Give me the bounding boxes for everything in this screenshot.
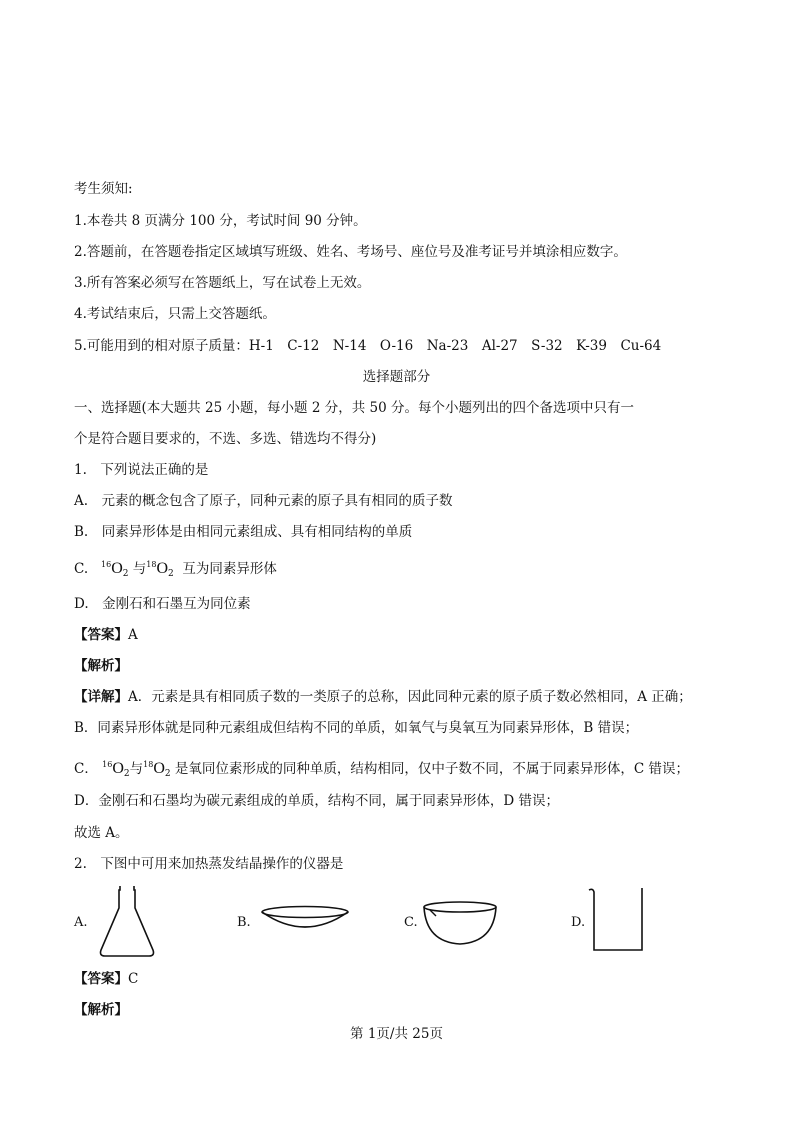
detail-iso1-mass: 16 bbox=[102, 760, 113, 769]
q2-option-c-label: C. bbox=[404, 915, 418, 930]
evaporating-dish-icon bbox=[420, 896, 500, 948]
q1-detail-b: B．同素异形体就是同种元素组成但结构不同的单质，如氧气与臭氧互为同素异形体，B 错误； bbox=[74, 720, 639, 736]
iso1-mass: 16 bbox=[101, 560, 112, 569]
detail-iso1-sub: 2 bbox=[123, 769, 130, 779]
option-c-mid: 与 bbox=[132, 561, 147, 577]
q2-option-b-label: B. bbox=[237, 915, 251, 930]
detail-iso2-elem: O bbox=[153, 760, 165, 777]
notice-item-2: 2.答题前，在答题卷指定区域填写班级、姓名、考场号、座位号及准考证号并填涂相应数字。 bbox=[74, 244, 627, 260]
q1-analysis-label: 【解析】 bbox=[74, 658, 128, 674]
detail-c-text: 是氧同位素形成的同种单质，结构相同，仅中子数不同，不属于同素异形体，C 错误； bbox=[174, 761, 690, 777]
answer-label: 【答案】 bbox=[74, 627, 128, 643]
section-title: 选择题部分 bbox=[362, 369, 431, 385]
q1-detail-d: D．金刚石和石墨均为碳元素组成的单质，结构不同，属于同素异形体，D 错误； bbox=[74, 793, 559, 809]
option-c-label: C. bbox=[74, 561, 89, 577]
q1-answer bbox=[74, 626, 138, 644]
watch-glass-icon bbox=[258, 904, 352, 938]
q1-option-c bbox=[74, 556, 277, 583]
iso2-elem: O bbox=[156, 560, 169, 577]
notice-item-3: 3.所有答案必须写在答题纸上，写在试卷上无效。 bbox=[74, 275, 371, 291]
q2-option-d-label: D. bbox=[571, 915, 586, 930]
detail-label: 【详解】 bbox=[74, 689, 128, 705]
q1-stem: 1. 下列说法正确的是 bbox=[74, 462, 209, 478]
q1-option-a: A. 元素的概念包含了原子，同种元素的原子具有相同的质子数 bbox=[74, 493, 453, 509]
part-intro-line-2: 个是符合题目要求的，不选、多选、错选均不得分) bbox=[74, 431, 377, 447]
q2-analysis-label: 【解析】 bbox=[74, 1002, 128, 1018]
answer-value: A bbox=[128, 627, 138, 643]
iso1-elem: O bbox=[111, 560, 123, 577]
detail-iso2-sub: 2 bbox=[164, 769, 171, 779]
detail-a-text: A．元素是具有相同质子数的一类原子的总称，因此同种元素的原子质子数必然相同，A 正确； bbox=[128, 689, 692, 705]
beaker-icon bbox=[586, 884, 648, 956]
detail-iso1-elem: O bbox=[112, 760, 124, 777]
iso2-mass: 18 bbox=[146, 560, 157, 569]
q2-answer-value: C bbox=[128, 971, 139, 987]
option-c-text: 互为同素异形体 bbox=[182, 561, 277, 577]
q2-option-a-label: A. bbox=[74, 915, 88, 930]
detail-c-label: C． bbox=[74, 761, 98, 777]
iso1-sub: 2 bbox=[122, 569, 129, 579]
q1-option-b: B. 同素异形体是由相同元素组成、具有相同结构的单质 bbox=[74, 524, 413, 540]
iso2-sub: 2 bbox=[168, 569, 174, 579]
q2-stem: 2. 下图中可用来加热蒸发结晶操作的仪器是 bbox=[74, 856, 344, 872]
notice-title: 考生须知: bbox=[74, 181, 133, 197]
q1-detail-c bbox=[74, 756, 689, 783]
q1-option-d: D. 金刚石和石墨互为同位素 bbox=[74, 596, 251, 612]
detail-iso2-mass: 18 bbox=[143, 760, 154, 769]
notice-item-1: 1.本卷共 8 页满分 100 分，考试时间 90 分钟。 bbox=[74, 213, 367, 229]
q1-conclusion: 故选 A。 bbox=[74, 825, 129, 841]
page-footer: 第 1页/共 25页 bbox=[350, 1026, 443, 1042]
q2-answer-label: 【答案】 bbox=[74, 971, 128, 987]
notice-item-5: 5.可能用到的相对原子质量：H-1 C-12 N-14 O-16 Na-23 Al-27 S-32 K-39 Cu-64 bbox=[74, 338, 662, 354]
q1-detail-a bbox=[74, 688, 692, 706]
notice-item-4: 4.考试结束后，只需上交答题纸。 bbox=[74, 306, 276, 322]
q2-answer bbox=[74, 970, 138, 988]
part-intro-line-1: 一、选择题(本大题共 25 小题，每小题 2 分，共 50 分。每个小题列出的四个备选项中只有一 bbox=[74, 400, 634, 416]
conical-flask-icon bbox=[96, 884, 158, 960]
detail-c-mid: 与 bbox=[129, 761, 144, 777]
